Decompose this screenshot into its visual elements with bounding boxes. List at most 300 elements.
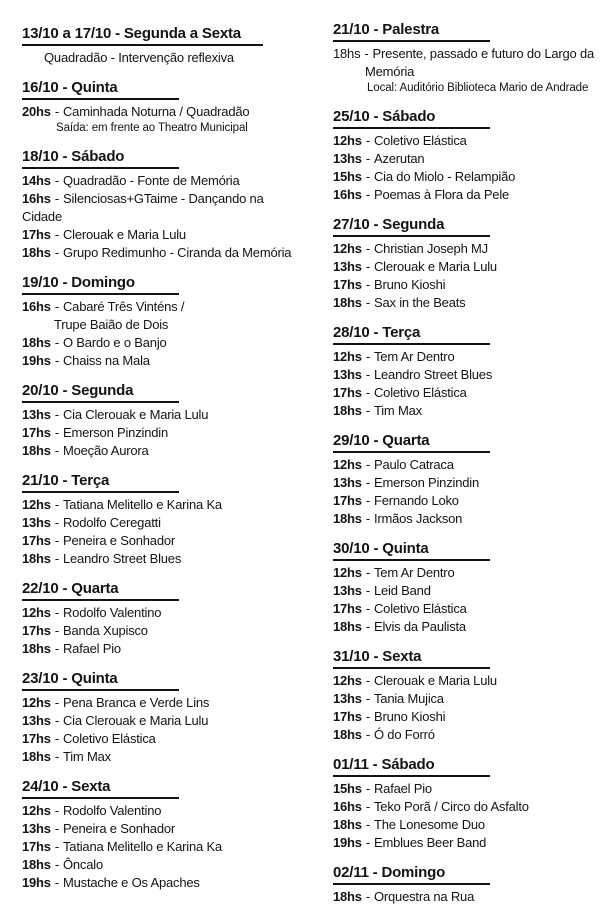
event-line [333,600,605,618]
schedule-column-left [22,26,314,905]
event-item [333,510,605,528]
event-line [22,406,314,424]
event-line [333,780,605,798]
event-time: 19hs [333,835,362,850]
event-time: 20hs [22,104,51,119]
event-time: 17hs [22,425,51,440]
time-separator: - [54,104,59,119]
event-item [333,366,605,384]
time-separator: - [365,619,370,634]
time-separator: - [54,299,59,314]
time-separator: - [365,511,370,526]
event-item [333,474,605,492]
event-title: Teko Porã / Circo do Asfalto [373,799,529,814]
event-time: 18hs [22,857,51,872]
event-time: 17hs [333,601,362,616]
time-separator: - [365,691,370,706]
section-date-text: 30/10 - Quinta [333,541,490,561]
event-time: 18hs [22,641,51,656]
event-title: Tatiana Melitello e Karina Ka [62,497,222,512]
event-title-continuation: Memória [365,64,415,79]
event-item [333,258,605,276]
section-date-heading [22,149,314,169]
event-time: 19hs [22,353,51,368]
event-time: 18hs [333,403,362,418]
event-item [22,352,314,370]
event-line [22,748,314,766]
schedule-column-right [333,22,605,919]
section-date-heading [333,109,605,129]
event-item [333,276,605,294]
event-line [333,798,605,816]
event-time: 17hs [333,277,362,292]
section-date-text: 18/10 - Sábado [22,149,179,169]
event-line [22,838,314,856]
event-item [22,748,314,766]
event-time: 17hs [333,493,362,508]
event-line [333,672,605,690]
time-separator: - [365,349,370,364]
event-time: 18hs [333,889,362,904]
event-title: Mustache e Os Apaches [62,875,200,890]
time-separator: - [365,565,370,580]
event-line [22,712,314,730]
event-title: Cia do Miolo - Relampião [373,169,516,184]
schedule-section [333,325,605,420]
event-line [333,384,605,402]
event-time: 13hs [333,475,362,490]
event-time: 17hs [22,533,51,548]
event-time: 17hs [333,709,362,724]
section-date-text: 24/10 - Sexta [22,779,179,799]
event-item [333,168,605,186]
event-item [22,514,314,532]
event-list [333,45,605,96]
event-list [22,103,314,136]
event-list [333,780,605,852]
time-separator: - [365,889,370,904]
time-separator: - [54,515,59,530]
event-line [333,492,605,510]
event-line [22,802,314,820]
event-time: 18hs [22,749,51,764]
time-separator: - [365,187,370,202]
event-line [22,226,314,244]
event-time: 12hs [22,605,51,620]
event-list [333,132,605,204]
section-date-text: 31/10 - Sexta [333,649,490,669]
time-separator: - [54,533,59,548]
event-time: 16hs [333,799,362,814]
event-title: Poemas à Flora da Pele [373,187,510,202]
section-date-heading [333,541,605,561]
section-date-text: 27/10 - Segunda [333,217,490,237]
event-title: Bruno Kioshi [373,709,446,724]
event-item [22,424,314,442]
section-date-text: 21/10 - Terça [22,473,179,493]
event-time: 16hs [22,299,51,314]
event-line [333,582,605,600]
time-separator: - [54,227,59,242]
time-separator: - [54,443,59,458]
event-title: Cia Clerouak e Maria Lulu [62,713,209,728]
time-separator: - [54,623,59,638]
event-item [333,834,605,852]
time-separator: - [54,245,59,260]
event-line [333,276,605,294]
section-date-heading [333,22,605,42]
section-date-heading [22,581,314,601]
event-time: 13hs [22,515,51,530]
time-separator: - [54,497,59,512]
event-item [333,780,605,798]
event-item [22,298,314,334]
event-item [22,874,314,892]
event-title: O Bardo e o Banjo [62,335,167,350]
event-line [333,564,605,582]
event-title: Leandro Street Blues [373,367,493,382]
event-title: Grupo Redimunho - Ciranda da Memória [62,245,292,260]
event-title: Peneira e Sonhador [62,821,176,836]
time-separator: - [54,191,59,206]
event-time: 19hs [22,875,51,890]
event-item [22,49,314,67]
event-item [22,406,314,424]
schedule-section [22,275,314,370]
event-list [22,802,314,892]
event-title: The Lonesome Duo [373,817,485,832]
event-time: 13hs [333,151,362,166]
event-time: 18hs [333,619,362,634]
event-title: Peneira e Sonhador [62,533,176,548]
event-item [22,442,314,460]
event-line [333,456,605,474]
time-separator: - [364,46,369,61]
event-list [333,564,605,636]
event-title: Chaiss na Mala [62,353,150,368]
event-time: 15hs [333,781,362,796]
time-separator: - [54,551,59,566]
section-date-heading [22,80,314,100]
time-separator: - [365,493,370,508]
event-title: Irmãos Jackson [373,511,463,526]
event-line [333,816,605,834]
event-title: Fernando Loko [373,493,459,508]
event-list [333,348,605,420]
event-line [333,510,605,528]
event-item [22,838,314,856]
time-separator: - [54,839,59,854]
event-line [333,168,605,186]
event-title: Tem Ar Dentro [373,349,455,364]
schedule-section [333,757,605,852]
event-item [22,334,314,352]
time-separator: - [54,749,59,764]
section-date-text: 29/10 - Quarta [333,433,490,453]
time-separator: - [365,259,370,274]
event-item [22,820,314,838]
event-line [22,496,314,514]
event-title: Pena Branca e Verde Lins [62,695,210,710]
event-item [22,103,314,136]
event-line [333,834,605,852]
time-separator: - [54,803,59,818]
event-item [333,294,605,312]
event-line [22,622,314,640]
event-title: Sax in the Beats [373,295,466,310]
event-time: 17hs [22,839,51,854]
event-title: Bruno Kioshi [373,277,446,292]
event-line [333,726,605,744]
schedule-section [333,22,605,96]
event-item [22,640,314,658]
schedule-section [22,26,314,67]
section-date-heading [333,649,605,669]
time-separator: - [54,605,59,620]
event-title: Rodolfo Ceregatti [62,515,161,530]
event-item [22,496,314,514]
time-separator: - [365,601,370,616]
schedule-section [333,433,605,528]
time-separator: - [365,799,370,814]
event-item [333,384,605,402]
section-date-heading [22,275,314,295]
section-date-heading [333,757,605,777]
section-date-text: 02/11 - Domingo [333,865,490,885]
event-time: 13hs [333,367,362,382]
event-item [333,888,605,906]
time-separator: - [365,241,370,256]
event-title: Christian Joseph MJ [373,241,488,256]
schedule-section [333,541,605,636]
time-separator: - [365,295,370,310]
event-title: Tim Max [62,749,111,764]
event-list [22,172,314,262]
event-item [333,402,605,420]
event-item [333,600,605,618]
event-time: 18hs [333,511,362,526]
event-item [22,622,314,640]
event-item [333,186,605,204]
section-date-text: 28/10 - Terça [333,325,490,345]
event-item [22,856,314,874]
event-time: 12hs [22,803,51,818]
event-list [333,456,605,528]
event-list [22,49,314,67]
event-item [22,226,314,244]
section-date-heading [22,671,314,691]
event-line [22,532,314,550]
event-line [333,888,605,906]
section-date-text: 16/10 - Quinta [22,80,179,100]
event-line [22,856,314,874]
event-title: Moeção Aurora [62,443,149,458]
event-item [22,550,314,568]
event-item [333,582,605,600]
time-separator: - [54,407,59,422]
event-title: Azerutan [373,151,425,166]
schedule-section [22,149,314,262]
schedule-section [22,80,314,136]
event-item [22,190,314,226]
event-list [333,672,605,744]
event-time: 18hs [22,335,51,350]
event-time: 15hs [333,169,362,184]
event-list [22,406,314,460]
event-line [22,604,314,622]
section-date-text: 01/11 - Sábado [333,757,490,777]
event-item [333,492,605,510]
event-item [22,802,314,820]
event-time: 16hs [22,191,51,206]
event-list [22,604,314,658]
time-separator: - [365,277,370,292]
event-item [333,618,605,636]
event-line [22,514,314,532]
schedule-section [22,473,314,568]
event-title: Banda Xupisco [62,623,148,638]
event-list [22,298,314,370]
event-title: Coletivo Elástica [373,133,467,148]
time-separator: - [54,641,59,656]
event-item [22,604,314,622]
event-list [22,694,314,766]
event-title: Emerson Pinzindin [373,475,479,490]
event-line [22,103,314,121]
event-title: Elvis da Paulista [373,619,466,634]
event-line [22,172,314,190]
event-title: Clerouak e Maria Lulu [373,259,497,274]
schedule-section [22,581,314,658]
event-time: 18hs [333,817,362,832]
event-time: 13hs [333,259,362,274]
event-item [333,150,605,168]
event-line [22,820,314,838]
event-title: Clerouak e Maria Lulu [62,227,186,242]
section-date-heading [333,217,605,237]
event-title: Caminhada Noturna / Quadradão [62,104,250,119]
event-title-continuation: Trupe Baião de Dois [54,317,169,332]
event-time: 12hs [333,457,362,472]
event-item [333,45,605,96]
event-line [333,366,605,384]
event-title: Rodolfo Valentino [62,803,162,818]
event-line [333,258,605,276]
event-line [333,618,605,636]
event-title: Cabaré Três Vinténs / [62,299,185,314]
event-line [333,474,605,492]
event-title-continuation: Cidade [22,209,62,224]
event-title: Rodolfo Valentino [62,605,162,620]
time-separator: - [54,335,59,350]
event-title: Clerouak e Maria Lulu [373,673,497,688]
event-time: 17hs [22,623,51,638]
event-title: Tania Mujica [373,691,444,706]
event-time: 13hs [22,407,51,422]
event-time: 12hs [333,241,362,256]
event-item [333,240,605,258]
event-item [22,730,314,748]
schedule-section [22,779,314,892]
time-separator: - [54,353,59,368]
event-title: Ôncalo [62,857,103,872]
schedule-section [333,217,605,312]
event-title: Presente, passado e futuro do Largo da [372,46,595,61]
section-date-heading [22,473,314,493]
time-separator: - [54,731,59,746]
event-title: Tatiana Melitello e Karina Ka [62,839,222,854]
event-time: 12hs [22,695,51,710]
event-time: 18hs [333,46,361,61]
event-line [22,640,314,658]
event-time: 14hs [22,173,51,188]
event-item [22,532,314,550]
event-time: 12hs [333,133,362,148]
schedule-section [22,383,314,460]
event-title: Cia Clerouak e Maria Lulu [62,407,209,422]
event-line [333,186,605,204]
schedule-section [333,109,605,204]
event-title: Orquestra na Rua [373,889,475,904]
event-title: Tem Ar Dentro [373,565,455,580]
event-line [22,874,314,892]
time-separator: - [365,817,370,832]
event-line [22,424,314,442]
event-line [333,132,605,150]
event-line [333,150,605,168]
section-date-heading [333,325,605,345]
schedule-section [333,649,605,744]
event-title: Quadradão - Intervenção reflexiva [44,50,234,65]
event-time: 17hs [22,731,51,746]
event-line [22,442,314,460]
time-separator: - [365,169,370,184]
event-time: 18hs [22,443,51,458]
event-line [22,244,314,262]
time-separator: - [365,133,370,148]
event-item [333,690,605,708]
event-note: Local: Auditório Biblioteca Mario de Andrade [367,82,589,94]
event-item [333,708,605,726]
event-line [22,352,314,370]
event-item [22,244,314,262]
event-line [22,730,314,748]
event-note: Saída: em frente ao Theatro Municipal [56,122,248,134]
event-line [333,294,605,312]
event-title: Coletivo Elástica [373,385,467,400]
event-time: 12hs [333,673,362,688]
event-item [333,456,605,474]
event-time: 18hs [333,727,362,742]
event-title: Coletivo Elástica [62,731,156,746]
event-title: Silenciosas+GTaime - Dançando na [62,191,264,206]
section-date-heading [333,433,605,453]
event-line [22,550,314,568]
time-separator: - [365,727,370,742]
time-separator: - [54,875,59,890]
event-line [22,298,314,316]
time-separator: - [54,695,59,710]
event-item [333,132,605,150]
event-line [333,240,605,258]
time-separator: - [365,457,370,472]
event-line [44,49,314,67]
section-date-text: 21/10 - Palestra [333,22,490,42]
event-item [22,172,314,190]
event-title: Leandro Street Blues [62,551,182,566]
section-date-text: 22/10 - Quarta [22,581,179,601]
event-time: 13hs [333,691,362,706]
